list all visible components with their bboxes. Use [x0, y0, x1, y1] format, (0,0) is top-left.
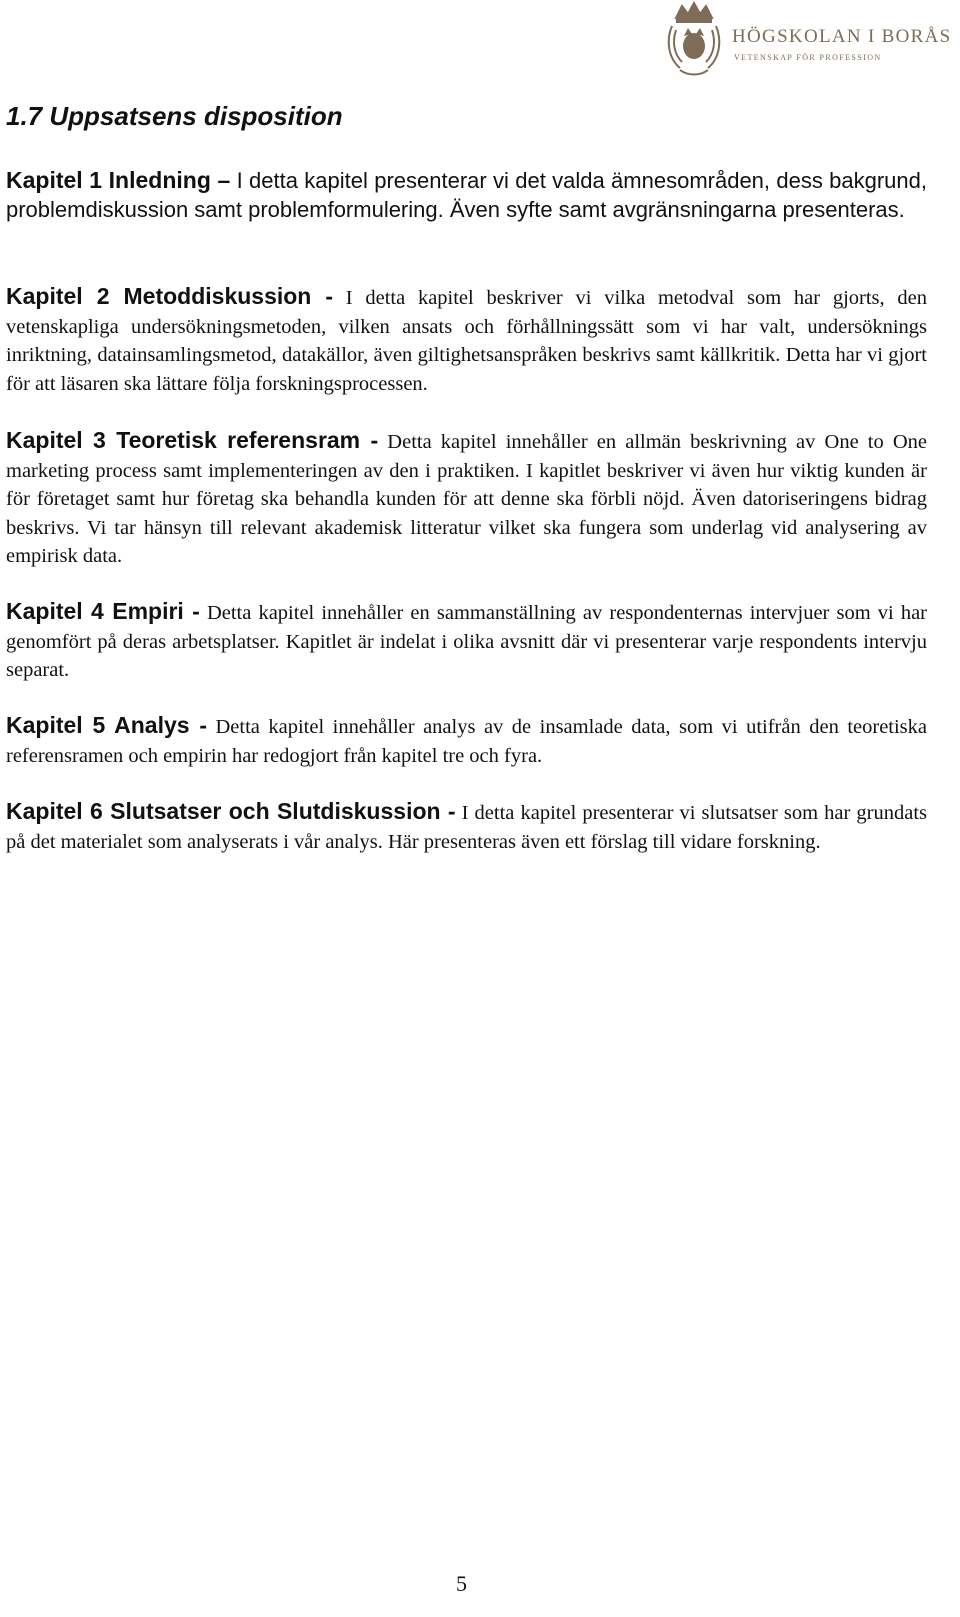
- chapter-description: Detta kapitel innehåller analys av de insamlade data, som vi utifrån den teoretiska referensramen och empirin har redogjort från kapitel tre och fyra.: [6, 716, 928, 767]
- chapter-3-paragraph: [6, 426, 927, 571]
- page-number: 5: [456, 1571, 467, 1596]
- university-logo: [660, 0, 960, 80]
- chapter-6-paragraph: [6, 797, 927, 856]
- section-heading: 1.7 Uppsatsens disposition: [6, 101, 343, 131]
- chapter-5-paragraph: [6, 711, 927, 770]
- crest-icon: [662, 0, 726, 78]
- logo-tagline: VETENSKAP FÖR PROFESSION: [734, 53, 882, 62]
- chapter-label: Kapitel 2 Metoddiskussion -: [6, 283, 334, 309]
- chapter-description: I detta kapitel presenterar vi slutsatser som har grundats på det materialet som analyserats i vår analys. Här presenteras även ett förslag till vidare forskning.: [6, 802, 927, 853]
- chapter-label: Kapitel 1 Inledning –: [6, 167, 231, 193]
- chapter-1-paragraph: [6, 166, 927, 224]
- chapter-label: Kapitel 5 Analys -: [6, 712, 207, 738]
- chapter-description: I detta kapitel presenterar vi det valda ämnesområden, dess bakgrund, problemdiskussion samt problemformulering. Även syfte samt avgränsningarna presenteras.: [6, 168, 927, 222]
- chapter-label: Kapitel 4 Empiri -: [6, 598, 200, 624]
- chapter-label: Kapitel 3 Teoretisk referensram -: [6, 427, 379, 453]
- chapter-2-paragraph: [6, 282, 927, 398]
- chapter-description: Detta kapitel innehåller en allmän beskrivning av One to One marketing process samt implementeringen av den i praktiken. I kapitlet beskriver vi även hur viktig kunden är för företaget samt hur företag ska behandla kunden för att denne ska förbli nöjd. Även datoriseringens bidrag beskrivs. Vi tar hänsyn till relevant akademisk litteratur vilket ska fungera som underlag vid analysering av empirisk data.: [6, 431, 927, 567]
- chapter-description: Detta kapitel innehåller en sammanställning av respondenternas intervjuer som vi har genomfört på deras arbetsplatser. Kapitlet är indelat i olika avsnitt där vi presenterar varje respondents intervju separat.: [6, 602, 928, 681]
- chapter-label: Kapitel 6 Slutsatser och Slutdiskussion -: [6, 798, 456, 824]
- chapter-description: I detta kapitel beskriver vi vilka metodval som har gjorts, den vetenskapliga undersökningsmetoden, vilken ansats och förhållningssätt som vi har valt, undersöknings inriktning, datainsamlingsmetod, datakällor, även giltighetsanspråken beskrivs samt källkritik. Detta har vi gjort för att läsaren ska lättare följa forskningsprocessen.: [6, 287, 927, 395]
- logo-wordmark: HÖGSKOLAN I BORÅS: [732, 26, 952, 47]
- chapter-4-paragraph: [6, 597, 927, 685]
